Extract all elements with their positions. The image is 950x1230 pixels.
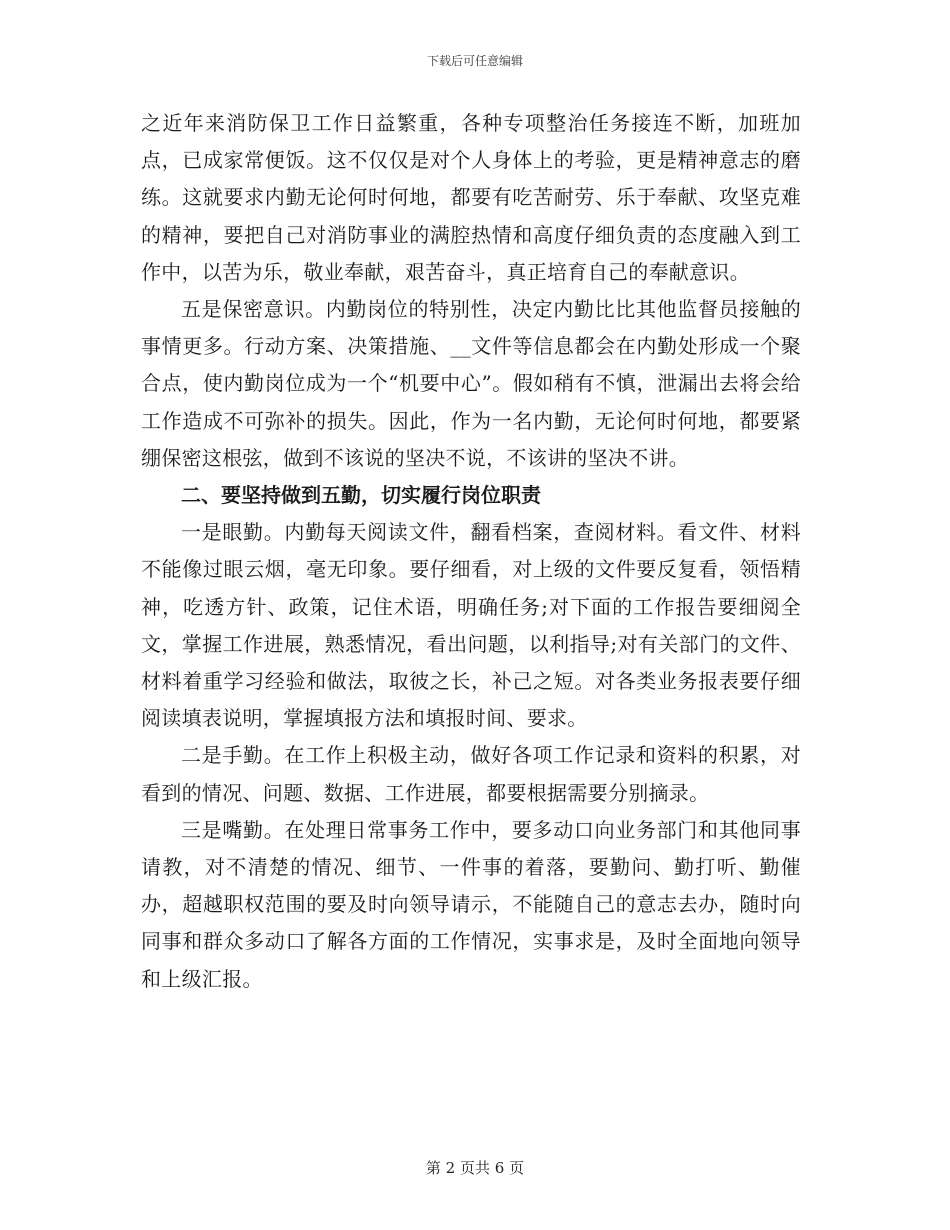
paragraph-5: 三是嘴勤。在处理日常事务工作中，要多动口向业务部门和其他同事请教，对不清楚的情况、细节、一件事的着落，要勤问、勤打听、勤催办，超越职权范围的要及时向领导请示，不能随自己的意志去办，随时向同事和群众多动口了解各方面的工作情况，实事求是，及时全面地向领导和上级汇报。 — [141, 817, 801, 991]
paragraph-2: 五是保密意识。内勤岗位的特别性，决定内勤比比其他监督员接触的事情更多。行动方案、决策措施、__文件等信息都会在内勤处形成一个聚合点，使内勤岗位成为一个“机要中心”。假如稍有不慎，泄漏出去将会给工作造成不可弥补的损失。因此，作为一名内勤，无论何时何地，都要紧绷保密这根弦，做到不该说的坚决不说，不该讲的坚决不讲。 — [141, 297, 801, 470]
page-footer: 第 2 页共 6 页 — [425, 1159, 525, 1177]
page-header: 下载后可任意编辑 — [426, 54, 523, 68]
paragraph-3: 一是眼勤。内勤每天阅读文件，翻看档案，查阅材料。看文件、材料不能像过眼云烟，毫无印象。要仔细看，对上级的文件要反复看，领悟精神，吃透方针、政策，记住术语，明确任务;对下面的工作报告要细阅全文，掌握工作进展，熟悉情况，看出问题，以利指导;对有关部门的文件、材料着重学习经验和做法，取彼之长，补己之短。对各类业务报表要仔细阅读填表说明，掌握填报方法和填报时间、要求。 — [141, 520, 801, 731]
paragraph-4: 二是手勤。在工作上积极主动，做好各项工作记录和资料的积累，对看到的情况、问题、数据、工作进展，都要根据需要分别摘录。 — [141, 743, 801, 805]
paragraph-1: 之近年来消防保卫工作日益繁重，各种专项整治任务接连不断，加班加点，已成家常便饭。这不仅仅是对个人身体上的考验，更是精神意志的磨练。这就要求内勤无论何时何地，都要有吃苦耐劳、乐于奉献、攻坚克难的精神，要把自己对消防事业的满腔热情和高度仔细负责的态度融入到工作中，以苦为乐，敬业奉献，艰苦奋斗，真正培育自己的奉献意识。 — [141, 111, 801, 284]
section-heading: 二、要坚持做到五勤，切实履行岗位职责 — [181, 483, 541, 508]
document-body — [141, 105, 801, 998]
